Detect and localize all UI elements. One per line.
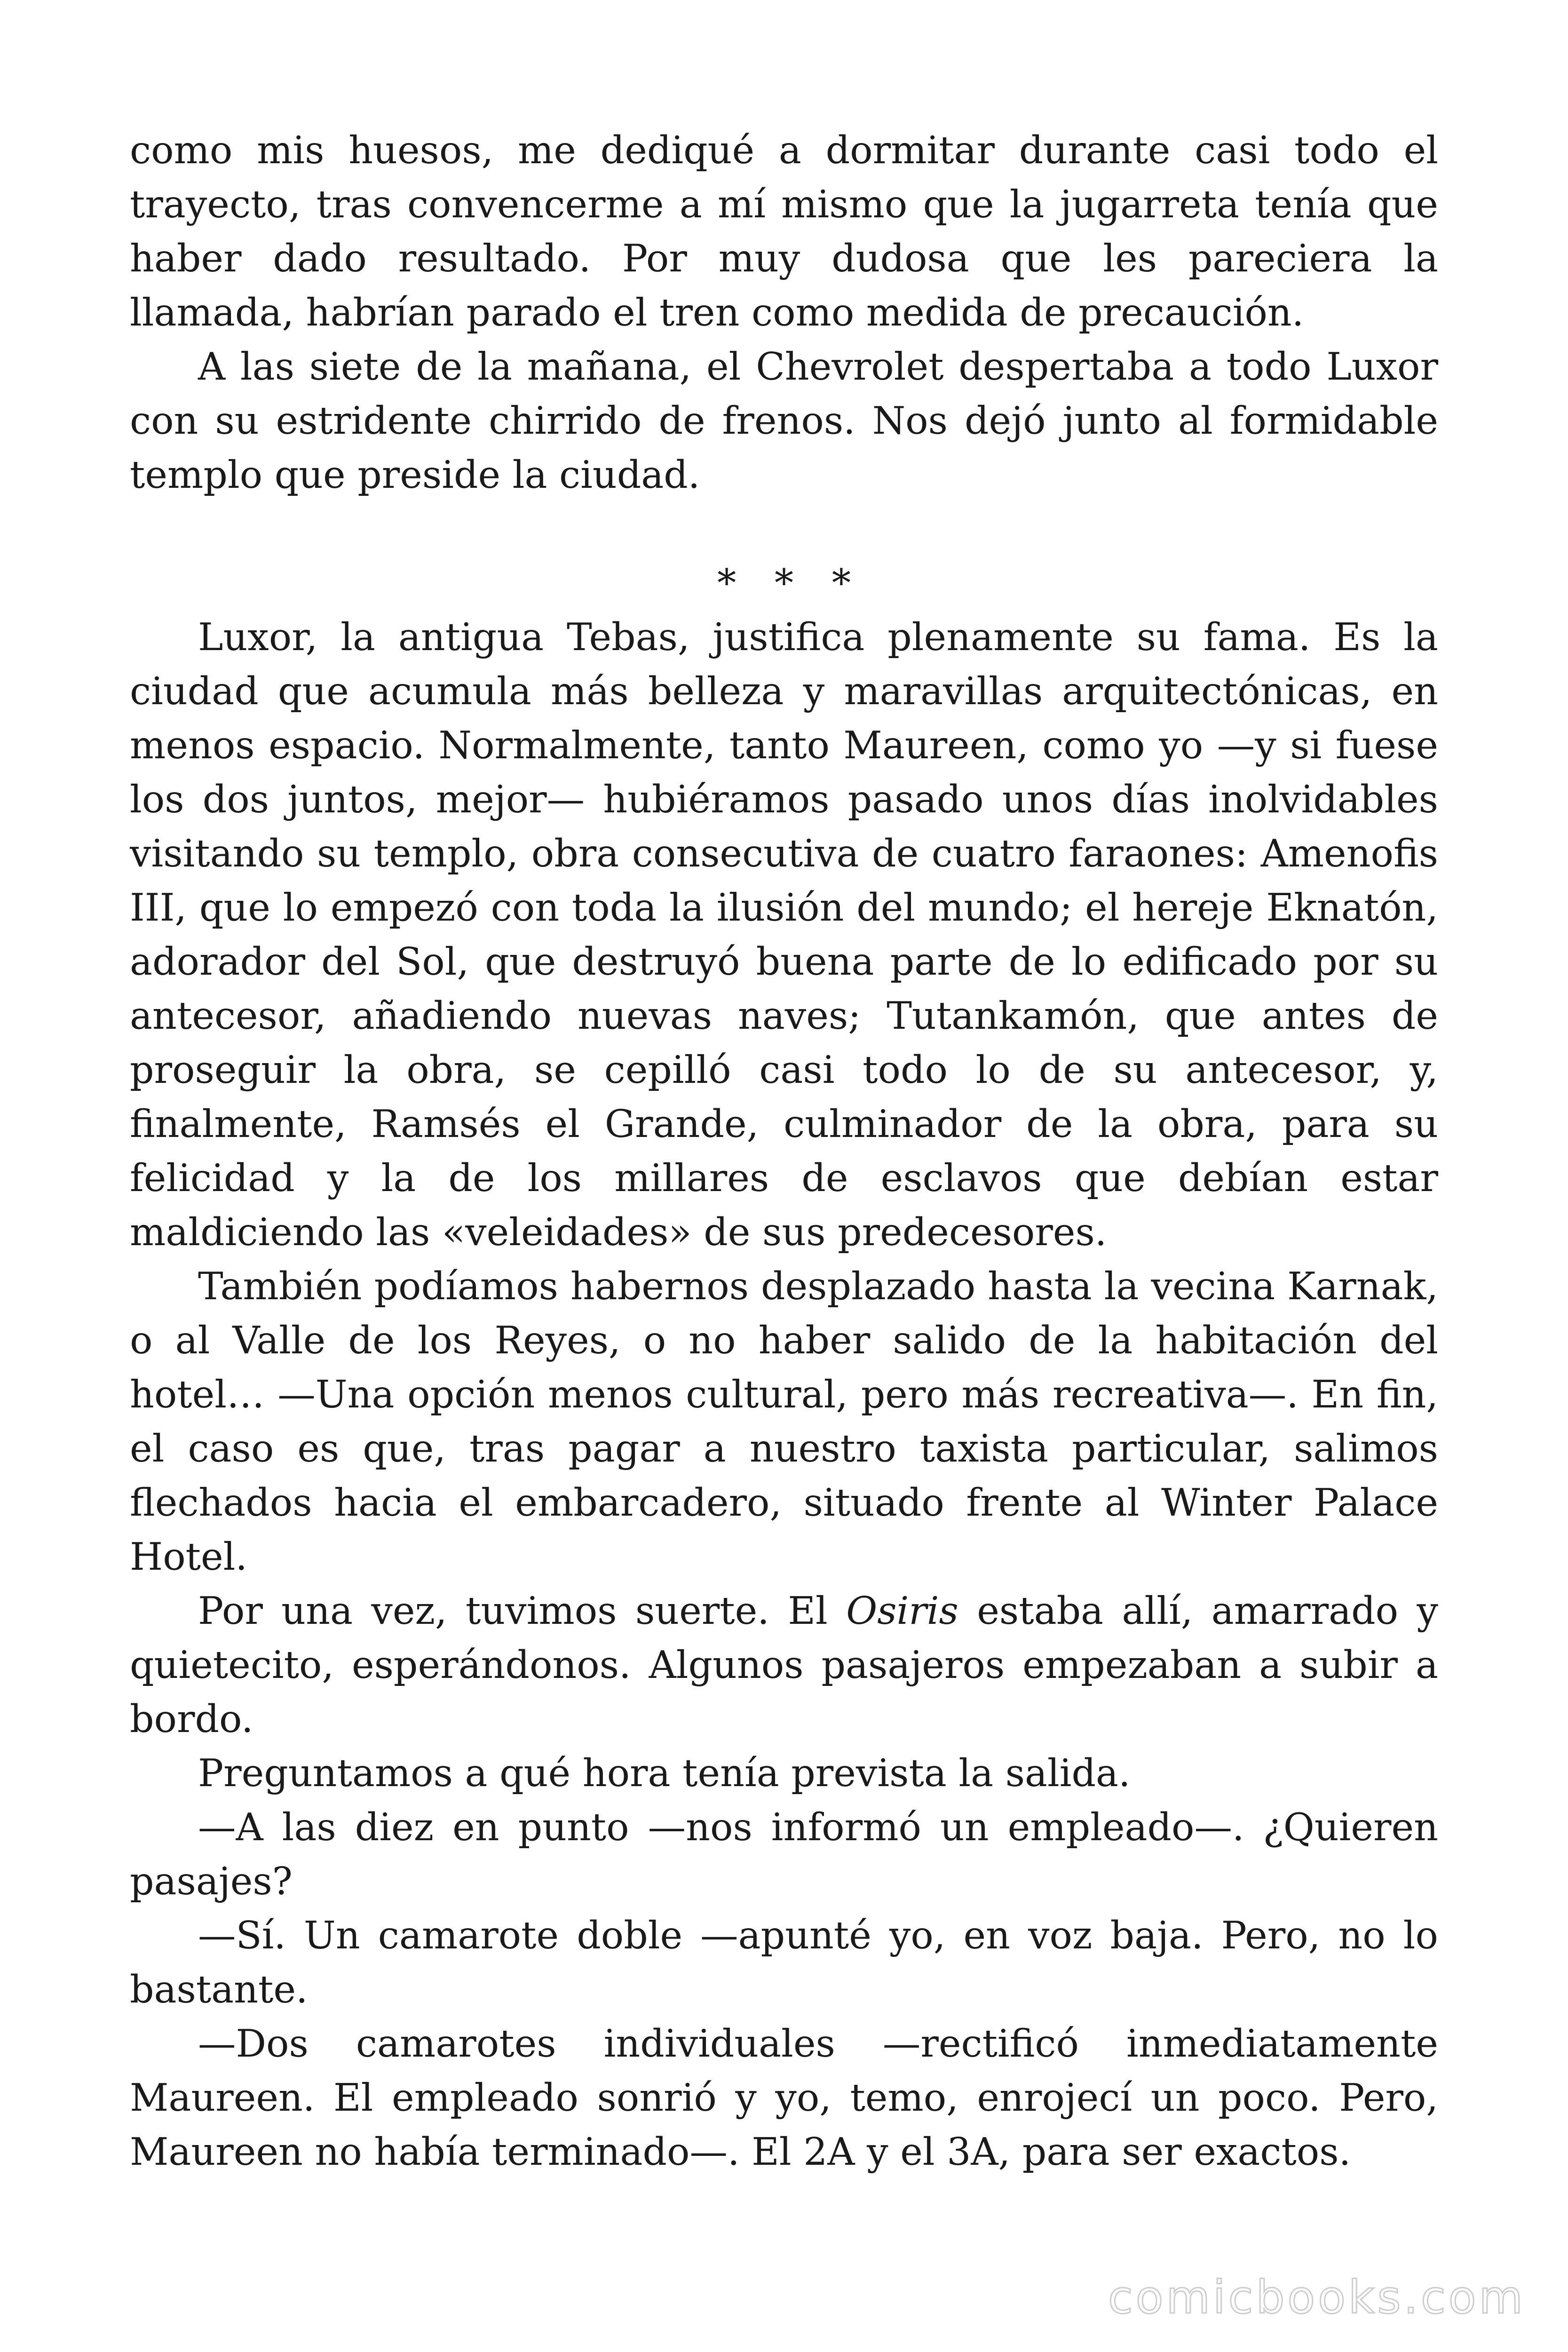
paragraph: como mis huesos, me dediqué a dormitar durante casi todo el trayecto, tras convencerme a mí mismo que la jugarreta tenía que haber dado resultado. Por muy dudosa que les pareciera la llamada, habrían parado el tren como medida de precaución. bbox=[130, 128, 1438, 334]
paragraph: También podíamos habernos desplazado hasta la vecina Karnak, o al Valle de los Reyes, o no haber salido de la habitación del hotel… —Una opción menos cultural, pero más recreativa—. En fin, el caso es que, tras pagar a nuestro taxista particular, salimos flechados hacia el embarcadero, situado frente al Winter Palace Hotel. bbox=[130, 1264, 1438, 1579]
section-gap bbox=[130, 502, 1438, 556]
paragraph: A las siete de la mañana, el Chevrolet despertaba a todo Luxor con su estridente chirrido de frenos. Nos dejó junto al formidable templo que preside la ciudad. bbox=[130, 344, 1438, 497]
watermark: comicbooks.com bbox=[1108, 2271, 1526, 2324]
ship-name: Osiris bbox=[846, 1589, 958, 1633]
page-body bbox=[130, 123, 1438, 2179]
dialogue-line: —Sí. Un camarote doble —apunté yo, en voz baja. Pero, no lo bastante. bbox=[130, 1913, 1438, 2011]
paragraph-osiris bbox=[130, 1584, 1438, 1746]
dialogue-line: —A las diez en punto —nos informó un empleado—. ¿Quieren pasajes? bbox=[130, 1805, 1438, 1903]
paragraph-text: estaba allí, amarrado y quietecito, esperándonos. Algunos pasajeros empezaban a subir a bordo. bbox=[130, 1589, 1439, 1741]
paragraph: Luxor, la antigua Tebas, justifica plenamente su fama. Es la ciudad que acumula más belleza y maravillas arquitectónicas, en menos espacio. Normalmente, tanto Maureen, como yo —y si fuese los dos juntos, mejor— hubiéramos pasado unos días inolvidables visitando su templo, obra consecutiva de cuatro faraones: Amenofis III, que lo empezó con toda la ilusión del mundo; el hereje Eknatón, adorador del Sol, que destruyó buena parte de lo edificado por su antecesor, añadiendo nuevas naves; Tutankamón, que antes de proseguir la obra, se cepilló casi todo lo de su antecesor, y, finalmente, Ramsés el Grande, culminador de la obra, para su felicidad y la de los millares de esclavos que debían estar maldiciendo las «veleidades» de sus predecesores. bbox=[130, 615, 1438, 1254]
dialogue-line: —Dos camarotes individuales —rectificó inmediatamente Maureen. El empleado sonrió y yo, temo, enrojecí un poco. Pero, Maureen no había terminado—. El 2A y el 3A, para ser exactos. bbox=[130, 2021, 1438, 2174]
paragraph-text: Por una vez, tuvimos suerte. El bbox=[198, 1589, 847, 1633]
section-separator: * * * bbox=[717, 561, 864, 605]
paragraph: Preguntamos a qué hora tenía prevista la salida. bbox=[198, 1751, 1131, 1795]
